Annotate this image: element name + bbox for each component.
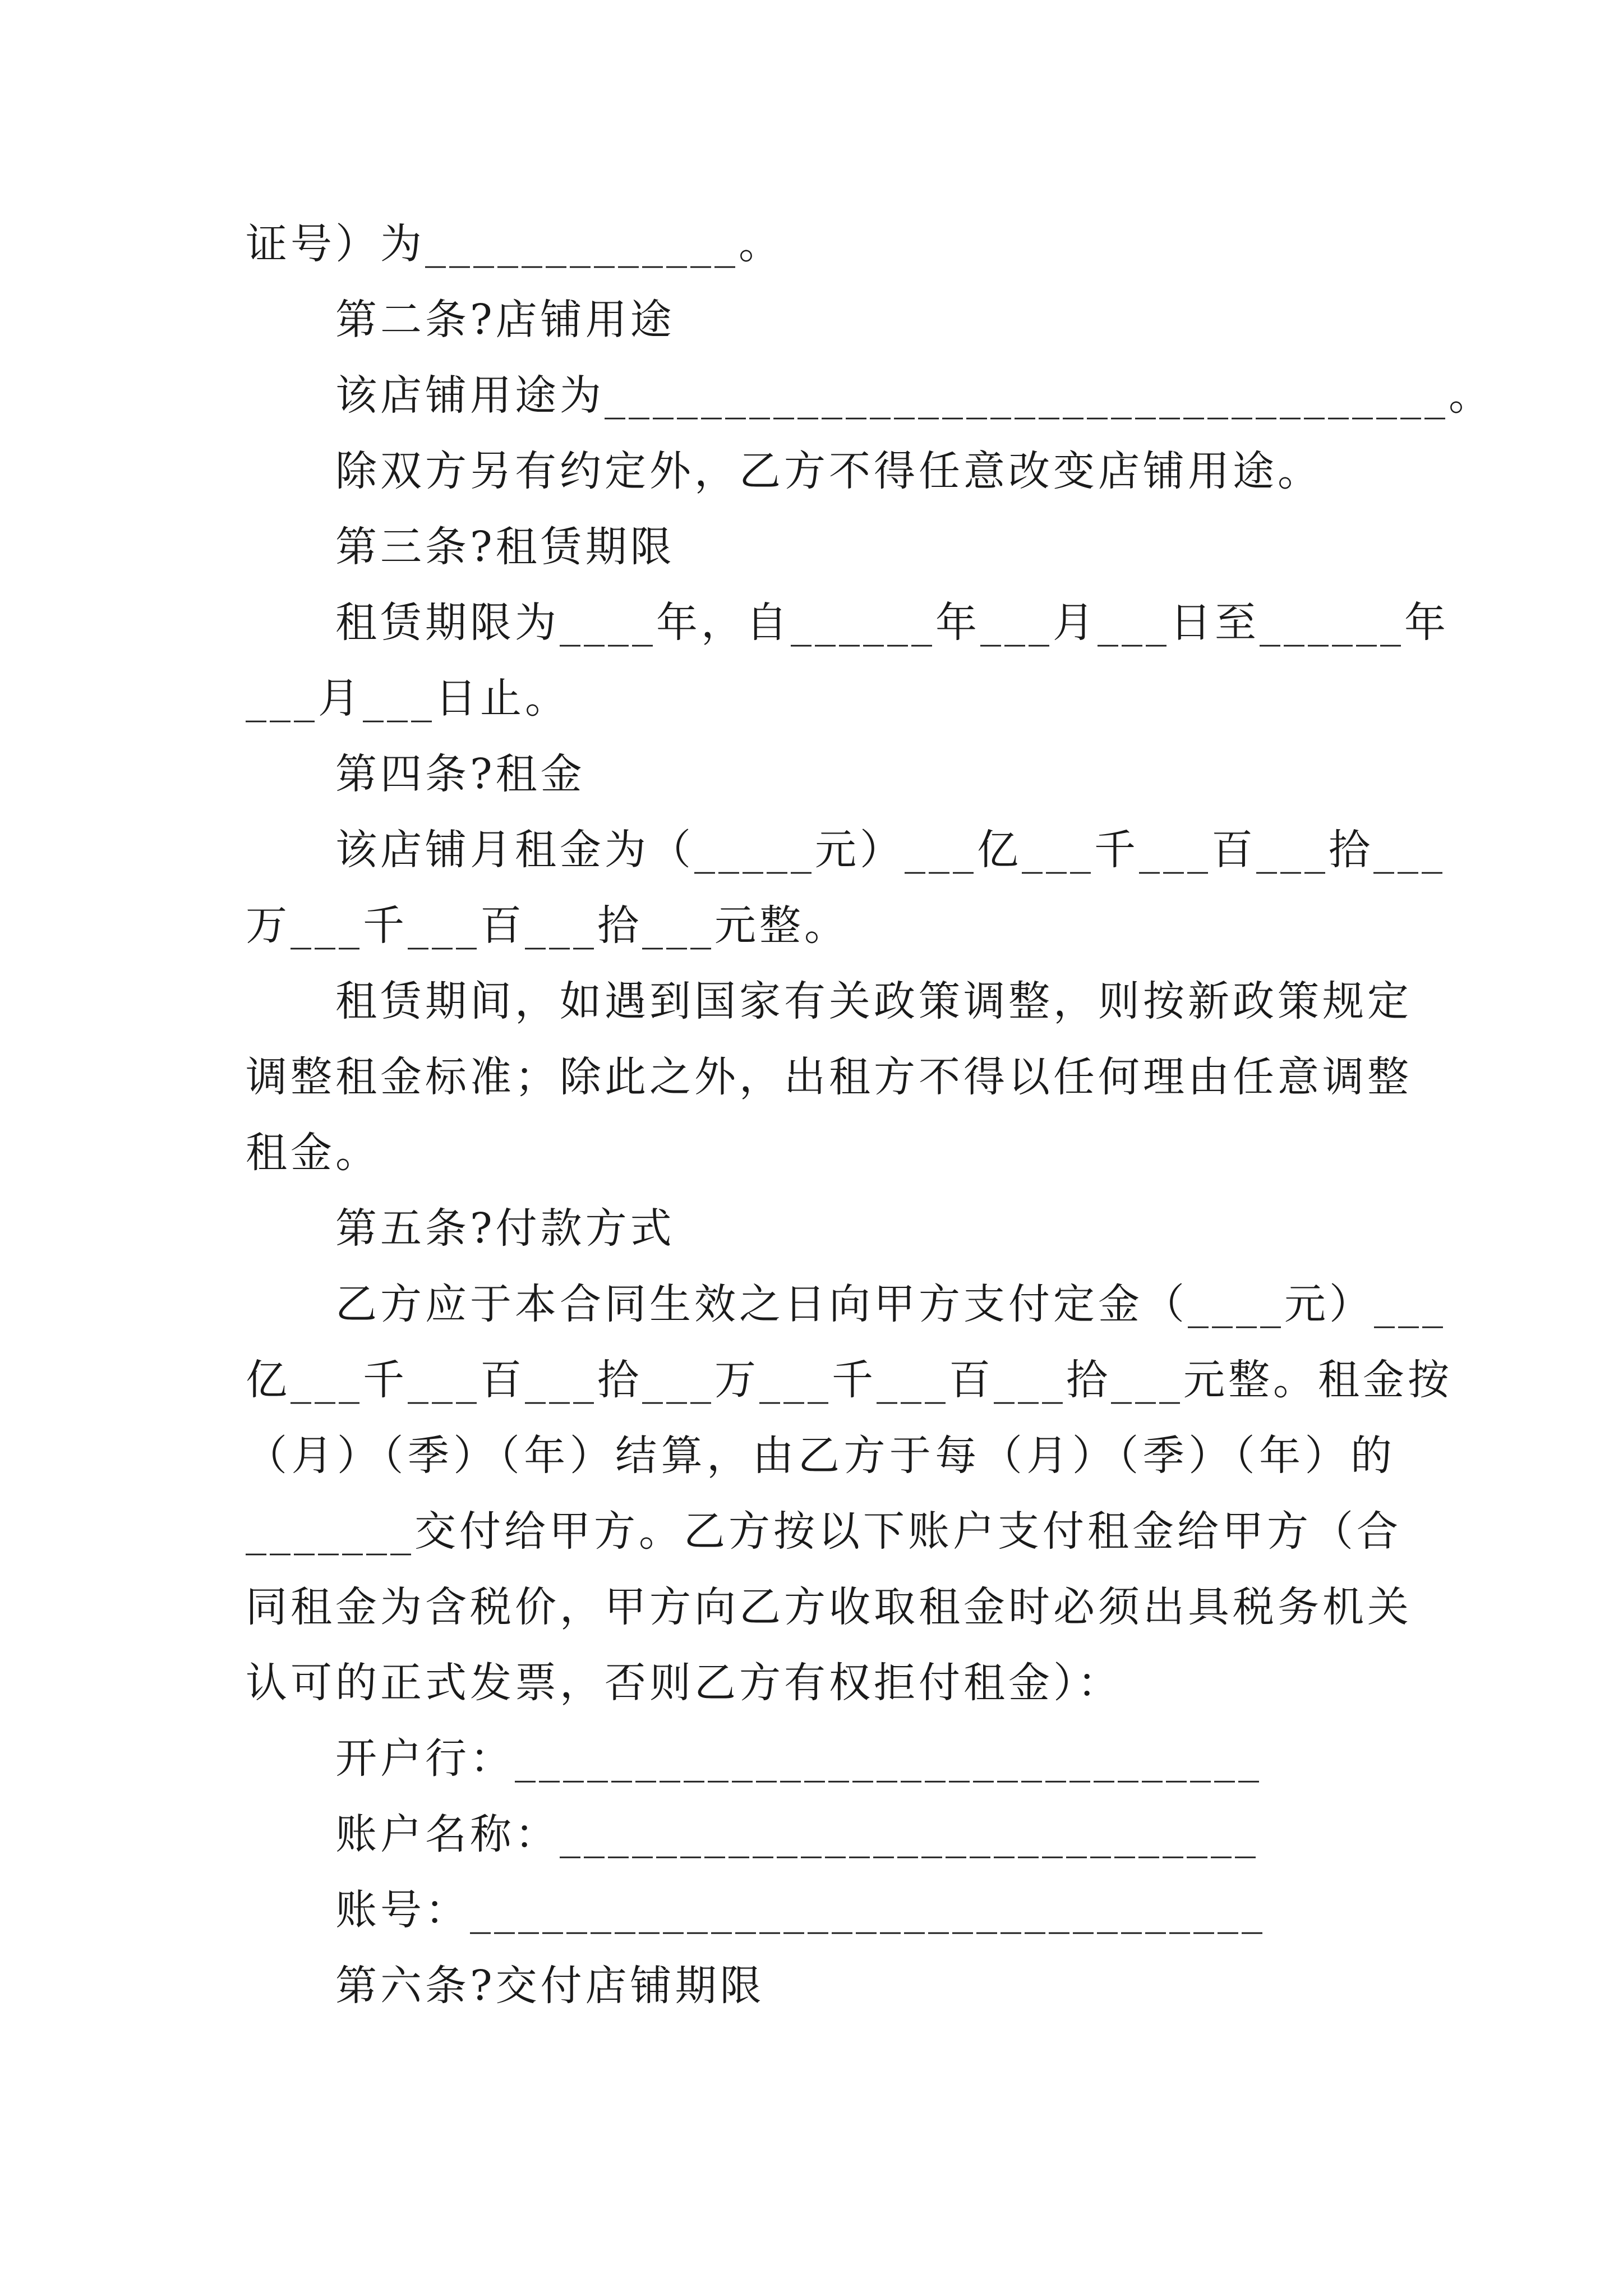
line-15: 乙方应于本合同生效之日向甲方支付定金（____元）___ [335,1280,1446,1328]
line-3: 该店铺用途为___________________________________。 [335,371,1493,420]
line-11: 租赁期间，如遇到国家有关政策调整，则按新政策规定 [335,977,1412,1025]
line-18: _______交付给甲方。乙方按以下账户支付租金给甲方（合 [246,1507,1401,1556]
line-1: 证号）为_____________。 [246,220,783,268]
line-9: 该店铺月租金为（_____元）___亿___千___百___拾___ [335,826,1446,874]
account-number-field: 账号：_________________________________ [335,1886,1266,1934]
line-20: 认可的正式发票，否则乙方有权拒付租金）： [246,1659,1122,1707]
line-13: 租金。 [246,1129,380,1177]
article-2-heading: 第二条?店铺用途 [335,296,675,344]
line-4: 除双方另有约定外，乙方不得任意改变店铺用途。 [335,447,1322,495]
line-17: （月）（季）（年）结算，由乙方于每（月）（季）（年）的 [246,1432,1395,1480]
article-3-heading: 第三条?租赁期限 [335,523,675,571]
article-6-heading: 第六条?交付店铺期限 [335,1962,765,2010]
line-6: 租赁期限为____年，自______年___月___日至______年 [335,599,1449,647]
article-4-heading: 第四条?租金 [335,750,585,798]
line-12: 调整租金标准；除此之外，出租方不得以任何理由任意调整 [246,1053,1412,1101]
account-name-field: 账户名称：_____________________________ [335,1810,1259,1858]
line-19: 同租金为含税价，甲方向乙方收取租金时必须出具税务机关 [246,1583,1412,1631]
article-5-heading: 第五条?付款方式 [335,1204,675,1253]
line-7: ___月___日止。 [246,674,570,723]
line-10: 万___千___百___拾___元整。 [246,901,849,950]
bank-name-field: 开户行：_______________________________ [335,1734,1262,1783]
line-16: 亿___千___百___拾___万___千___百___拾___元整。租金按 [246,1356,1453,1404]
